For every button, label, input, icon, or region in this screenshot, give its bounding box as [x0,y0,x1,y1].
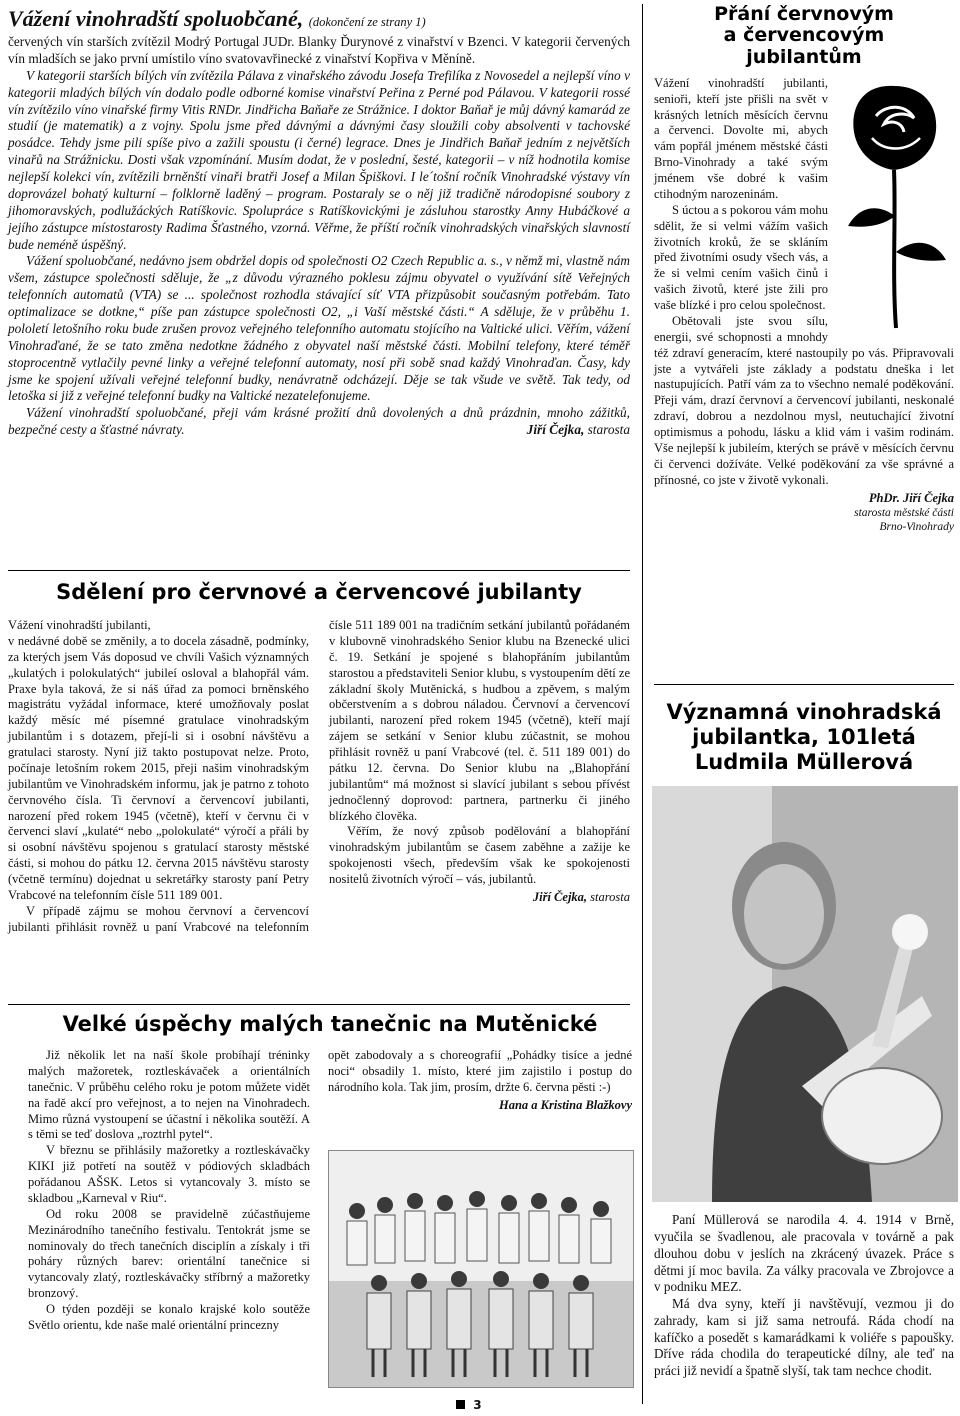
dancers-signature: Hana a Kristina Blažkovy [498,1097,632,1112]
mullerova-body [654,1212,954,1380]
main-article-title [8,6,630,32]
section-divider [8,570,630,571]
dancers-article [28,1012,632,1397]
jubilants-signature [329,890,630,905]
square-bullet-icon [456,1400,465,1409]
dancers-paragraph-march: V březnu se přihlásily mažoretky a roztleskávačky KIKI již potřetí na soutěž v pódiových skladbách pořádanou AŠSK. Letos si vytancovaly 3. místo se skladbou „Karneval v Riu“. [28,1143,310,1205]
main-closing-text: Vážení vinohradští spoluobčané, přeji vám krásné prožití dnů dovolených a dnů prázdnin, mnoho zážitků, bezpečné cesty a šťastné návraty. [8,405,630,438]
dancers-right-column [328,1048,632,1113]
section-divider [654,684,954,685]
main-paragraph-telephone: Vážení spoluobčané, nedávno jsem obdržel dopis od společnosti O2 Czech Republic a. s., v němž mi, vlastně nám všem, zástupce společnosti sděluje, že „z důvodu výrazného poklesu zájmu obyvatel o využívání sítě Veřejných telefonních automatů (VTA) se ... společnost rozhodla stávající síť VTA přizpůsobit současným potřebám. Tato optimalizace se dotkne,“ píše pan zástupce společnosti O2, „i Vaší městské části.“ A sděluje, že v průběhu 1. pololetí letošního roku bude zrušen provoz veřejného telefonního automatu stojícího na Valtické ulici. Věřím, vážení Vinohraďané, že se tato změna nedotkne žádného z obyvatel naší městské části. Mobilní telefony, které téměř stoprocentně vytlačily pevné linky a veřejné telefonní automaty, nosí při sobě snad každý Vinohraďan. Časy, kdy jsme ke spojení užívali veřejné telefonní budky, nenávratně odcházejí. Děje se tak všude ve světě. Tak tedy, od letoška si již z veřejné telefonní budky na Valtické nezatelefonujeme. [8,253,630,404]
page-number-text: 3 [473,1398,482,1412]
wishes-body [654,76,954,535]
column-divider [642,4,643,1404]
main-title-text: Vážení vinohradští spoluobčané, [8,6,304,31]
dancers-paragraph-orient: O týden později se konalo krajské kolo soutěže Světlo orientu, kde naše malé orientální princezny [28,1302,310,1332]
main-signature-name: Jiří Čejka, [526,422,585,438]
wishes-role-line2: Brno-Vinohrady [879,521,954,534]
mullerova-paragraph-family: Má dva syny, kteří ji navštěvují, vezmou ji do zahrady, kam si již sama netroufá. Ráda chodí na kafíčko a posedět s kamarádkami k voliéře s papoušky. Dříve ráda chodila do terapeutické dílny, ale teď na práci již nevidí a špatně slyší, tak tam nechce chodit. [654,1296,954,1379]
mullerova-title-line1: Významná vinohradská [666,700,942,724]
jubilants-paragraph-closing: Věřím, že nový způsob podělování a blahopřání vinohradským jubilantům se časem zaběhne a zažije ke spokojenosti všech, především však ke spokojenosti nositelů životních výročí – vás, jubilantů. [329,824,630,886]
main-lead-paragraph: červených vín starších zvítězil Modrý Portugal JUDr. Blanky Ďurynové z vinařství v Bzenci. V kategorii červených vín mladších se jako první umístilo víno svatovavřinecké z vinařství Kopřiva v Měníně. [8,34,630,66]
jubilants-columns [8,618,630,936]
jubilants-article [8,580,630,1000]
wishes-paragraph-respect: S úctou a s pokorou vám mohu sdělit, že si velmi vážím vašich životních kroků, že se skláním před životními osudy všech vás, a že si velmi cením vašich činů i vašich životů, které jste žili pro vaše blízké i pro celou společnost. [654,202,828,313]
main-paragraph-closing [8,405,630,439]
mullerova-paragraph-life: Paní Müllerová se narodila 4. 4. 1914 v Brně, vyučila se švadlenou, ale pracovala v továrně a pak dlouhou dobu v jeslích na zkrácený úvazek. Práce s dětmi jí moc bavila. Za války pracovala ve Zbrojovce a v podniku MEZ. [654,1212,954,1295]
main-article [8,6,630,562]
jubilants-paragraph-conditions: v nedávné době se změnily, a to docela zásadně, podmínky, za kterých jsem Vás doposud ve chvíli Vašich významných „kulatých i polokulatých“ jubileí osloval a blahopřál vám. Praxe byla taková, že si náš úřad za pomoci brněnského magistrátu vyžádal informace, které umožňovaly poslat každý měsíc mé písemné gratulace vinohradským jubilantům i s dotazem, přejí-li si i osobní návštěvu a gratulaci starosty. Nyní již takto postupovat nelze. Proto, počínaje letošním rokem 2015, přeji našim vinohradským jubilantům ve Vinohradském informu, jak je patrno z tohoto červnového čísla. Ti červnoví a červencoví jubilanti, narození před rokem 1945 (včetně), kteří v červnu či v červenci slaví „kulaté“ nebo „polokulaté“ výročí a přáli by si osobní návštěvu spojenou s gratulací starosty městské části, si mohou do pátku 12. června 2015 návštěvu starosty (včetně termínu) dojednat u sekretářky starosty paní Petry Vrabcové na telefonním čísle 511 189 001. [8,633,309,902]
dancers-title: Velké úspěchy malých tanečnic na Mutěnické [62,1012,598,1036]
wishes-title-line2: a červencovým [723,24,885,47]
wishes-title [654,4,954,68]
wishes-signature-role [654,506,954,535]
wishes-role-line1: starosta městské části [854,506,954,519]
rose-icon [836,76,954,331]
main-signature-role: starosta [587,422,630,438]
wishes-article [654,4,954,674]
continued-note: (dokončení ze strany 1) [308,15,426,29]
wishes-signature [654,491,954,506]
dancers-photo-illustration [329,1151,633,1387]
main-paragraph-wine: V kategorii starších bílých vín zvítězila Pálava z vinařského závodu Josefa Trefilíka z Novosedel a nejlepší víno v kategorii mladých bílých vín dodalo podle odborné komise vinařství Peřina z Perné pod Pálavou. V kategorii rossé vín zvítězilo víno vinařské firmy Vitis RNDr. Jindřicha Baňaře ze Strážnice. I doktor Baňař je můj dávný kamarád ze studií (je matematik) a z vojny. Spolu jsme před dávnými a dávnými časy sloužili coby absolventi v tachovské posádce. Tehdy jsme pili spíše pivo a zažili spoustu (i černé) legrace. Dnes je Jindřich Baňař jedním z největších vinařů na Strážnicku. Dosti však vzpomínání. Musím dodat, že v poslední, šesté, kategorii – v níž hodnotila komise nejlepší kolekci vín, zvítězili brněnští vinaři bratři Josef a Milan Špiškovi. I le´tošní ročník Vinohradské výstavy vín doprovázel bohatý kulturní – folklorně laděný – program. Postaraly se o něj již tradičně národopisné soubory z jihomoravských, podlužáckých Ratíškovic. Spolupráce s Ratíškovickými je zásluhou starostky Anny Hubáčkové a jejího zástupce místostarosty Radima Šťastného, vzorná. Věřme, že příští ročník vinohradských vinařských slavností bude neméně úspěšný. [8,67,630,252]
mullerova-portrait-photo [652,786,958,1202]
dancers-paragraph-festival: Od roku 2008 se pravidelně zúčastňujeme Mezinárodního tanečního festivalu. Tentokrát jsme se nominovaly do třech tanečních disciplín a získaly i tři poháry různých barev: orientální tanečnice si vytancovaly zlatý, roztleskávačky stříbrný a mažoretky bronzový. [28,1206,310,1301]
dancers-paragraph-result: opět zabodovaly a s choreografií „Pohádky tisíce a jedné noci“ obsadily 1. místo, které jim zajistilo i postup do národního kola. Tak jim, prosím, držte 6. června pěsti :-) [328,1048,632,1094]
dancers-paragraph-intro: Již několik let na naší škole probíhají tréninky malých mažoretek, roztleskávaček a orientálních tanečnic. V průběhu celého roku je potom můžete vidět na řadě akcí pro veřejnost, a to nejen na Vinohradech. Mimo různá vystoupení se účastní i několika soutěží. A s těmi se teď doslova „roztrhl pytel“. [28,1048,310,1142]
wishes-signature-prefix: PhDr. [868,490,900,505]
jubilants-signature-role: starosta [590,889,630,904]
mullerova-title [654,700,954,774]
wishes-signature-name: Jiří Čejka [902,490,954,505]
jubilants-signature-name: Jiří Čejka, [532,889,588,904]
dancers-left-column [28,1048,310,1334]
jubilants-paragraph-meeting: V případě zájmu se mohou červnoví a červencoví jubilanti přihlásit rovněž u paní Vrabcové na telefonním čísle 511 189 001 na tradičním setkání jubilantů pořádaném v klubovně vinohradského Senior klubu na Bzenecké ulici č. 19. Setkání je spojené s blahopřáním jubilantům starostou a představiteli Senior klubu, s vystoupením dětí ze základní školy Mutěnická, s hudbou a zpěvem, s malým občerstvením a s dobrou náladou. Červnoví a červencoví jubilanti, narození před rokem 1945 (včetně), kteří mají zájem se setkání v Senior klubu zúčastnit, se mohou přihlásit rovněž u paní Vrabcové (tel. č. 511 189 001) do pátku 12. června. Do Senior klubu na „Blahopřání jubilantům“ má možnost si slavící jubilant s sebou přívést jednočlenný doprovod: partnera, partnerku či jiného blízkého člověka. [8,618,630,934]
wishes-paragraph-thanks: Obětovali jste svou sílu, energii, své schopnosti a mnohdy též zdraví generacím, které nastoupily po vás. Připravovali jste a vytvářeli jste základy a podstatu dneška i let nastupujících. Patří vám za to všechno nemalé poděkování. Přeji vám, drazí červnoví a červencoví jubilanti, neskonalé zdraví, dobrou a nezdolnou mysl, neutuchající životní optimismus a pohodu, lásku a klid vám i vašim rodinám. Vše nejlepší k jubileím, kterých se právě v měsících červnu či červenci dožíváte. Velké poděkování za vše správné a přínosné, co jste v životě vykonali. [654,313,954,487]
mullerova-title-line2: jubilantka, 101letá [692,724,916,749]
section-divider [8,1004,630,1005]
mullerova-article [654,700,954,1400]
wishes-title-line3: jubilantům [746,45,862,68]
jubilants-greeting: Vážení vinohradští jubilanti, [8,618,151,632]
page-number [456,1398,482,1412]
main-signature [509,422,630,439]
wishes-title-line1: Přání červnovým [714,3,894,25]
mullerova-title-line3: Ludmila Müllerová [694,749,914,774]
dancers-group-photo [328,1150,634,1388]
wishes-paragraph-greeting: Vážení vinohradští jubilanti, senioři, kteří jste přišli na svět v krásných letních měsících červnu a červenci. Dovolte mi, abych vám popřál jménem městské části Brno-Vinohrady a také svým jménem vše dobré k vašim ctihodným narozeninám. [654,75,828,201]
mullerova-photo-illustration [652,786,958,1202]
jubilants-title: Sdělení pro červnové a červencové jubilanty [56,580,582,604]
